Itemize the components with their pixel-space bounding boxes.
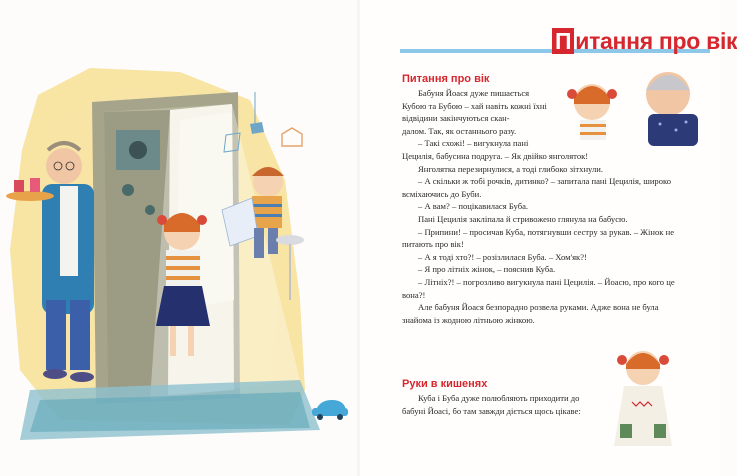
page-title: [552, 28, 737, 55]
paragraph: – А вам? – поцікавилася Буба.: [418, 201, 529, 212]
main-illustration: [0, 0, 360, 476]
paragraph: Але бабуня Йоася безпорадно розвела руками. Адже вона не була знайома із жодною літньою жінкою.: [402, 302, 659, 325]
paragraph: Пані Цецилія закліпала й стривожено глянула на бабусю.: [418, 213, 628, 224]
paragraph: – А скільки ж тобі рочків, дитинко? – запитала пані Цецилія, широко всміхаючись до Буби.: [402, 176, 672, 199]
section-body: [402, 392, 602, 417]
paragraph: – Я про літніх жінок, – пояснив Куба.: [418, 264, 556, 275]
page-title-rest: итання про вік: [575, 28, 737, 54]
paragraph: Куба і Буба дуже полюбляють приходити до бабуні Йоасі, бо там завжди діється щось цікаве:: [402, 393, 581, 416]
toy-car: [312, 400, 348, 420]
paragraph: – Такі схожі! – вигукнула пані: [418, 138, 529, 149]
section-heading: Питання про вік: [402, 73, 490, 85]
left-page: [0, 0, 360, 476]
paragraph: Цецилія, бабусина подруга. – Як двійко янголяток!: [402, 150, 589, 161]
paragraph: Янголятка перезирнулися, а тоді глибоко зітхнули.: [418, 163, 603, 174]
paragraph: – А я тоді хто?! – розізлилася Буба. – Хом'як?!: [418, 251, 587, 262]
paragraph: – Літніх?! – погрозливо вигукнула пані Цецилія. – Йоасю, про кого це вона?!: [402, 276, 675, 300]
vignette-girl-dress: [610, 346, 676, 446]
paragraph: – Припини! – просичав Куба, потягнувши сестру за рукав. – Жінок не питають про вік!: [402, 226, 675, 250]
page-title-initial: П: [552, 28, 574, 54]
section-heading: Руки в кишенях: [402, 378, 488, 390]
paragraph: далом. Так, як останнього разу.: [402, 125, 517, 136]
paragraph: Бабуня Йоася дуже пишається Кубою та Бубою – хай навіть кожні їхні відвідини закінчуються скан-: [402, 88, 547, 124]
vignette-girl-grandma: [560, 64, 710, 148]
